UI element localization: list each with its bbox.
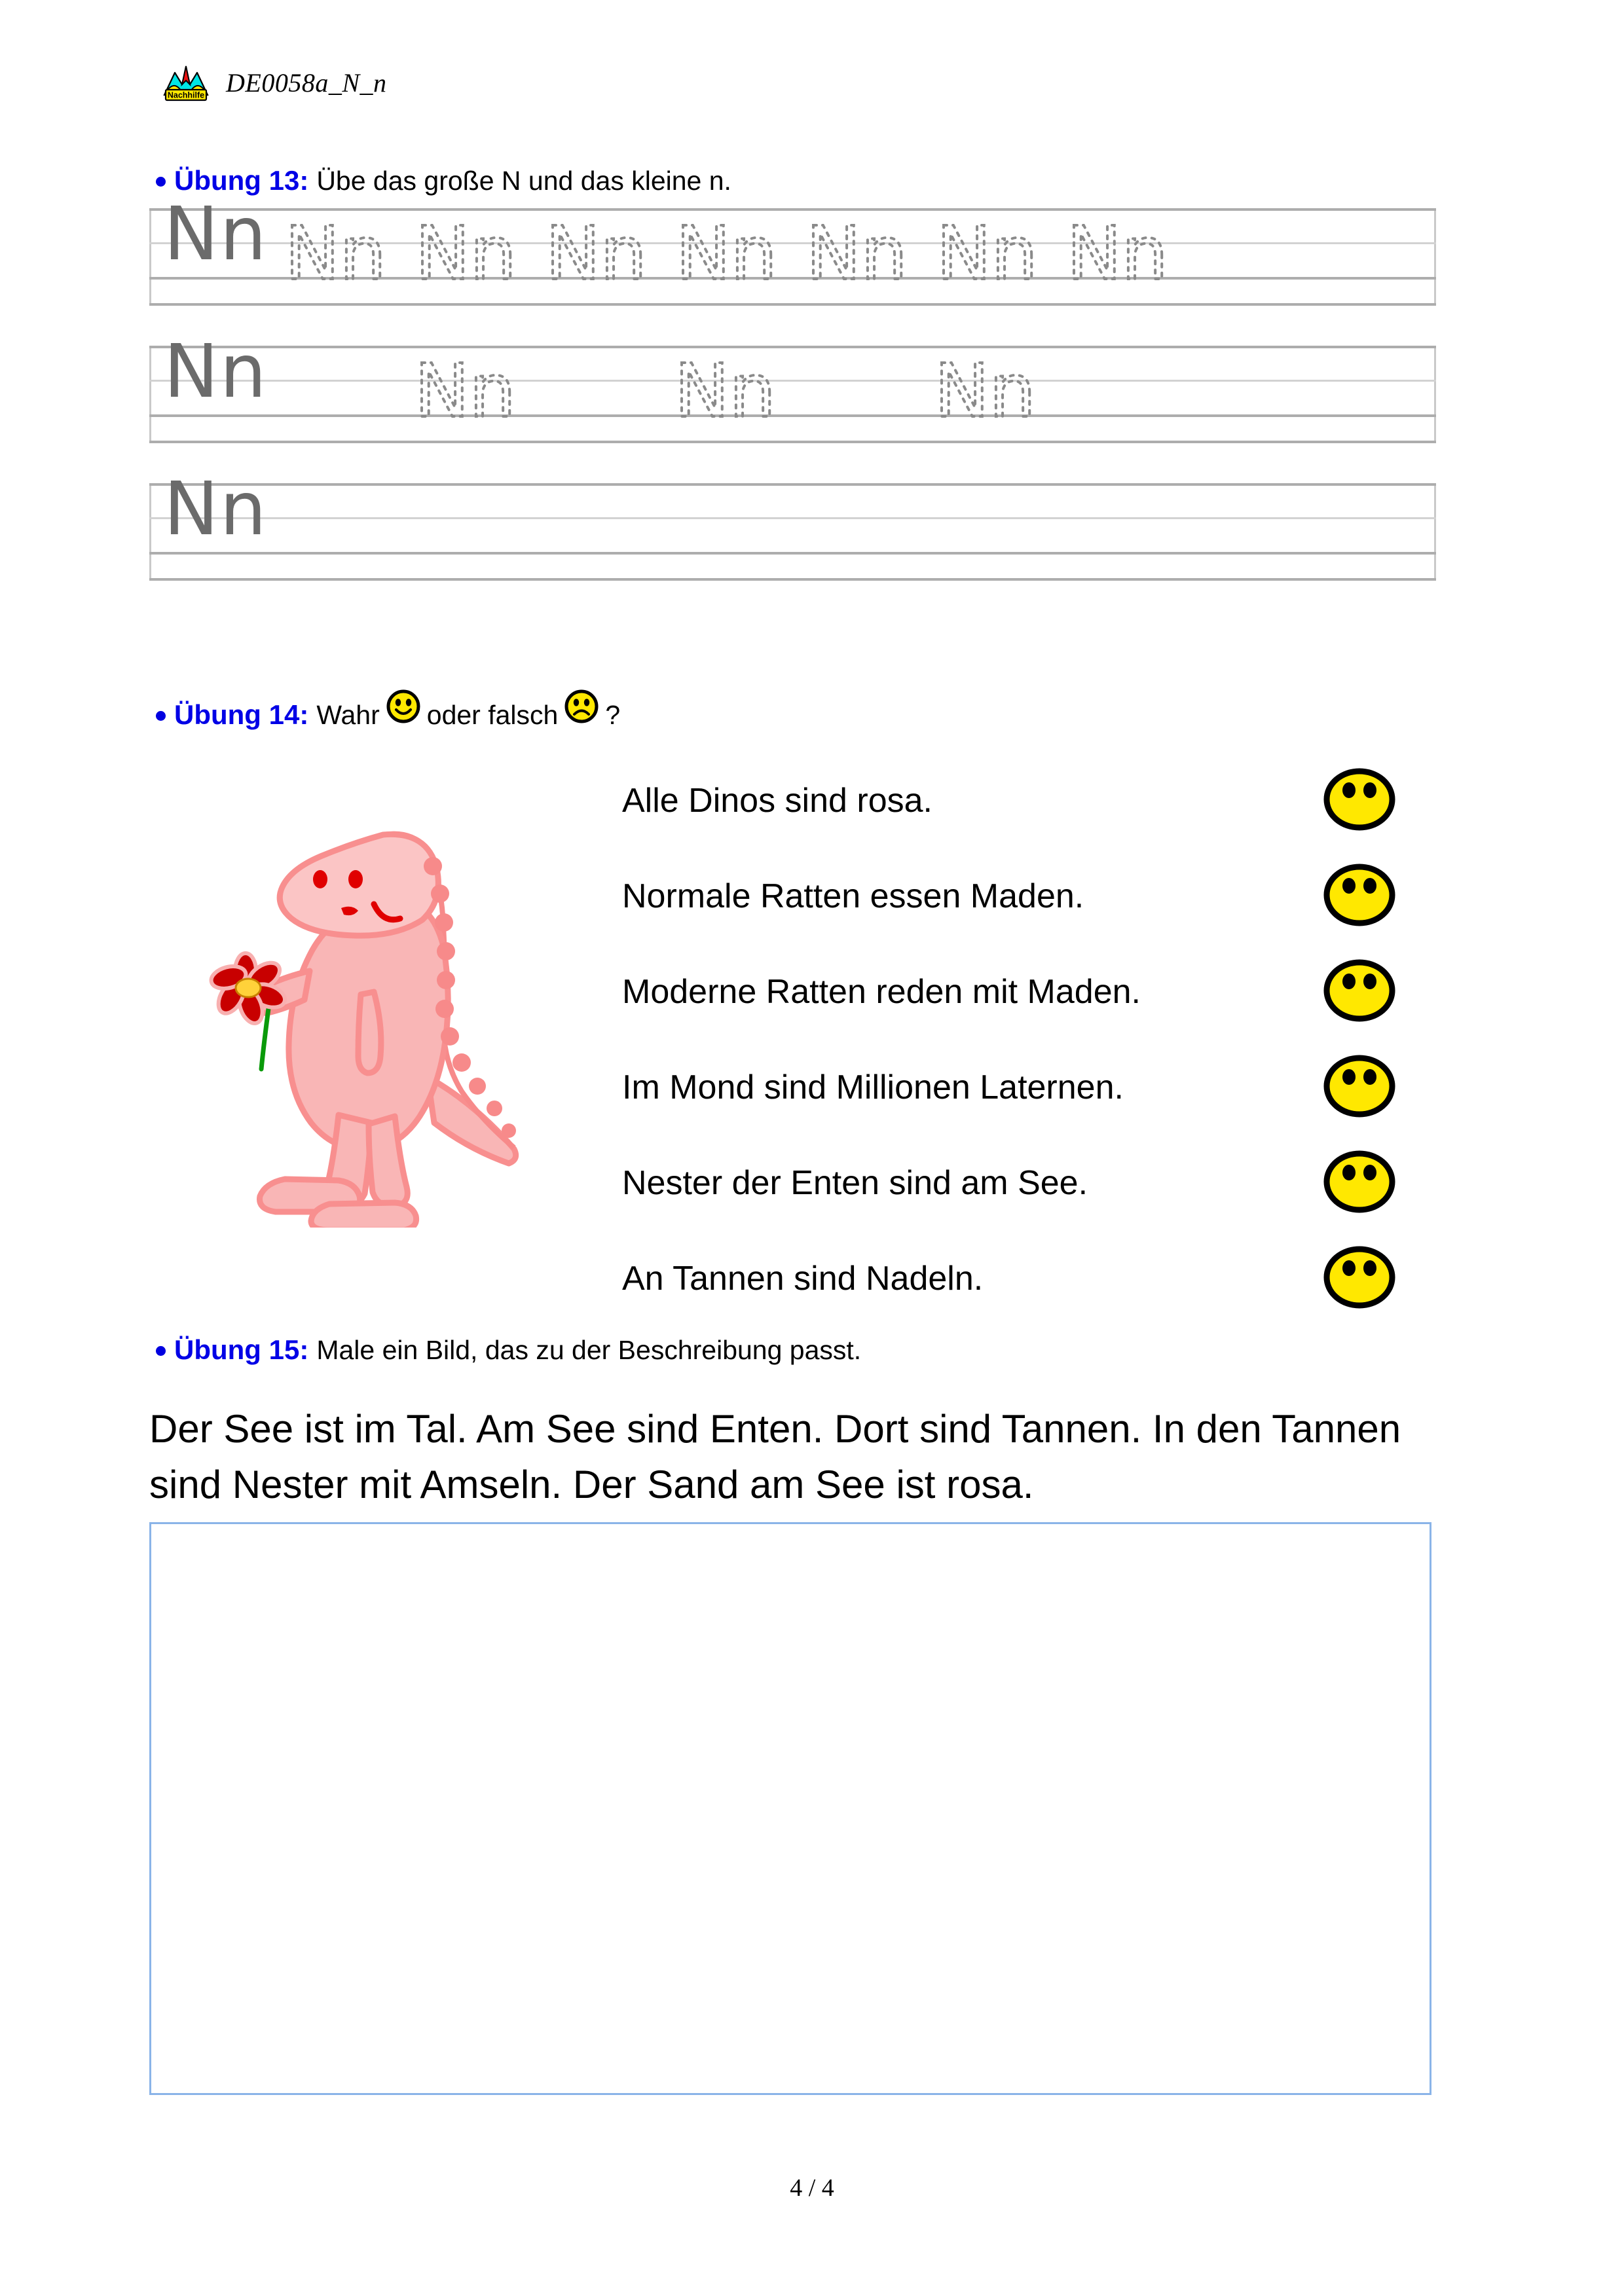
svg-text:Nn: Nn	[415, 211, 517, 297]
page-header	[160, 62, 387, 103]
answer-face-row[interactable]	[1321, 944, 1397, 1040]
exercise-13-instruction: Übe das große N und das kleine n.	[316, 166, 731, 196]
svg-text:Nn: Nn	[934, 349, 1036, 434]
nachhilfe-logo-icon	[160, 62, 212, 103]
blank-smiley-face-icon[interactable]	[1321, 958, 1397, 1027]
bullet-icon	[156, 1346, 166, 1356]
tracing-letters[interactable]	[933, 346, 1048, 437]
exercise-15-heading	[156, 1334, 861, 1366]
tracing-letters[interactable]	[805, 208, 919, 300]
statement-text: Normale Ratten essen Maden.	[622, 877, 1084, 915]
letter-row	[149, 192, 1436, 305]
exercise-15-description: Der See ist im Tal. Am See sind Enten. Dort sind Tannen. In den Tannen sind Nester mit Amseln. Der Sand am See ist rosa.	[149, 1407, 1401, 1506]
model-letters: Nn	[164, 192, 268, 277]
statement-row	[622, 848, 1329, 944]
svg-text:Nn: Nn	[675, 211, 777, 297]
exercise-14-instruction-part2: oder falsch	[426, 700, 559, 730]
letter-row	[149, 329, 1436, 443]
writing-row-1[interactable]	[149, 192, 1436, 305]
happy-face-icon	[386, 689, 421, 727]
exercise-15-instruction: Male ein Bild, das zu der Beschreibung passt.	[316, 1335, 862, 1365]
statement-text: Nester der Enten sind am See.	[622, 1164, 1088, 1202]
dinosaur-illustration	[187, 795, 527, 1228]
tracing-letters[interactable]	[284, 208, 398, 300]
writing-row-2[interactable]	[149, 329, 1436, 443]
answer-face-column	[1321, 753, 1397, 1326]
statement-row	[622, 753, 1329, 848]
statement-list	[622, 753, 1329, 1326]
exercise-14-label: Übung 14:	[174, 699, 309, 730]
tracing-letters[interactable]	[544, 208, 659, 300]
statement-row	[622, 1231, 1329, 1326]
tracing-letters[interactable]	[414, 208, 528, 300]
writing-row-3[interactable]	[149, 467, 1436, 580]
statement-text: Alle Dinos sind rosa.	[622, 782, 932, 820]
statement-text: Moderne Ratten reden mit Maden.	[622, 973, 1141, 1011]
bullet-icon	[156, 177, 166, 187]
exercise-14-instruction-part3: ?	[605, 700, 621, 730]
drawing-area[interactable]	[149, 1522, 1431, 2095]
statement-row	[622, 944, 1329, 1040]
svg-text:Nn: Nn	[545, 211, 647, 297]
svg-text:Nn: Nn	[674, 349, 776, 434]
answer-face-row[interactable]	[1321, 1231, 1397, 1326]
document-id: DE0058a_N_n	[226, 67, 387, 98]
page-number: 4 / 4	[790, 2174, 834, 2202]
blank-smiley-face-icon[interactable]	[1321, 1245, 1397, 1313]
answer-face-row[interactable]	[1321, 753, 1397, 848]
svg-text:Nn: Nn	[414, 349, 516, 434]
blank-smiley-face-icon[interactable]	[1321, 862, 1397, 931]
model-letters: Nn	[164, 329, 268, 414]
blank-smiley-face-icon[interactable]	[1321, 1053, 1397, 1122]
tracing-letters[interactable]	[673, 346, 788, 437]
svg-text:Nachhilfe: Nachhilfe	[167, 90, 205, 100]
letter-row	[149, 467, 1436, 580]
blank-smiley-face-icon[interactable]	[1321, 767, 1397, 835]
svg-text:Nn: Nn	[284, 211, 386, 297]
model-letters: Nn	[164, 467, 268, 552]
tracing-letters[interactable]	[674, 208, 789, 300]
answer-face-row[interactable]	[1321, 848, 1397, 944]
answer-face-row[interactable]	[1321, 1135, 1397, 1231]
blank-smiley-face-icon[interactable]	[1321, 1149, 1397, 1218]
tracing-letters[interactable]	[935, 208, 1050, 300]
statement-row	[622, 1040, 1329, 1135]
exercise-14-instruction-part1: Wahr	[316, 700, 380, 730]
svg-text:Nn: Nn	[936, 211, 1038, 297]
svg-text:Nn: Nn	[1066, 211, 1168, 297]
statement-text: An Tannen sind Nadeln.	[622, 1260, 984, 1298]
statement-row	[622, 1135, 1329, 1231]
svg-text:Nn: Nn	[805, 211, 908, 297]
answer-face-row[interactable]	[1321, 1040, 1397, 1135]
statement-text: Im Mond sind Millionen Laternen.	[622, 1068, 1124, 1106]
exercise-14-heading	[156, 689, 620, 731]
tracing-letters[interactable]	[1065, 208, 1180, 300]
exercise-13-label: Übung 13:	[174, 165, 309, 196]
bullet-icon	[156, 711, 166, 721]
tracing-letters[interactable]	[413, 346, 528, 437]
exercise-15-label: Übung 15:	[174, 1334, 309, 1365]
sad-face-icon	[564, 689, 599, 727]
